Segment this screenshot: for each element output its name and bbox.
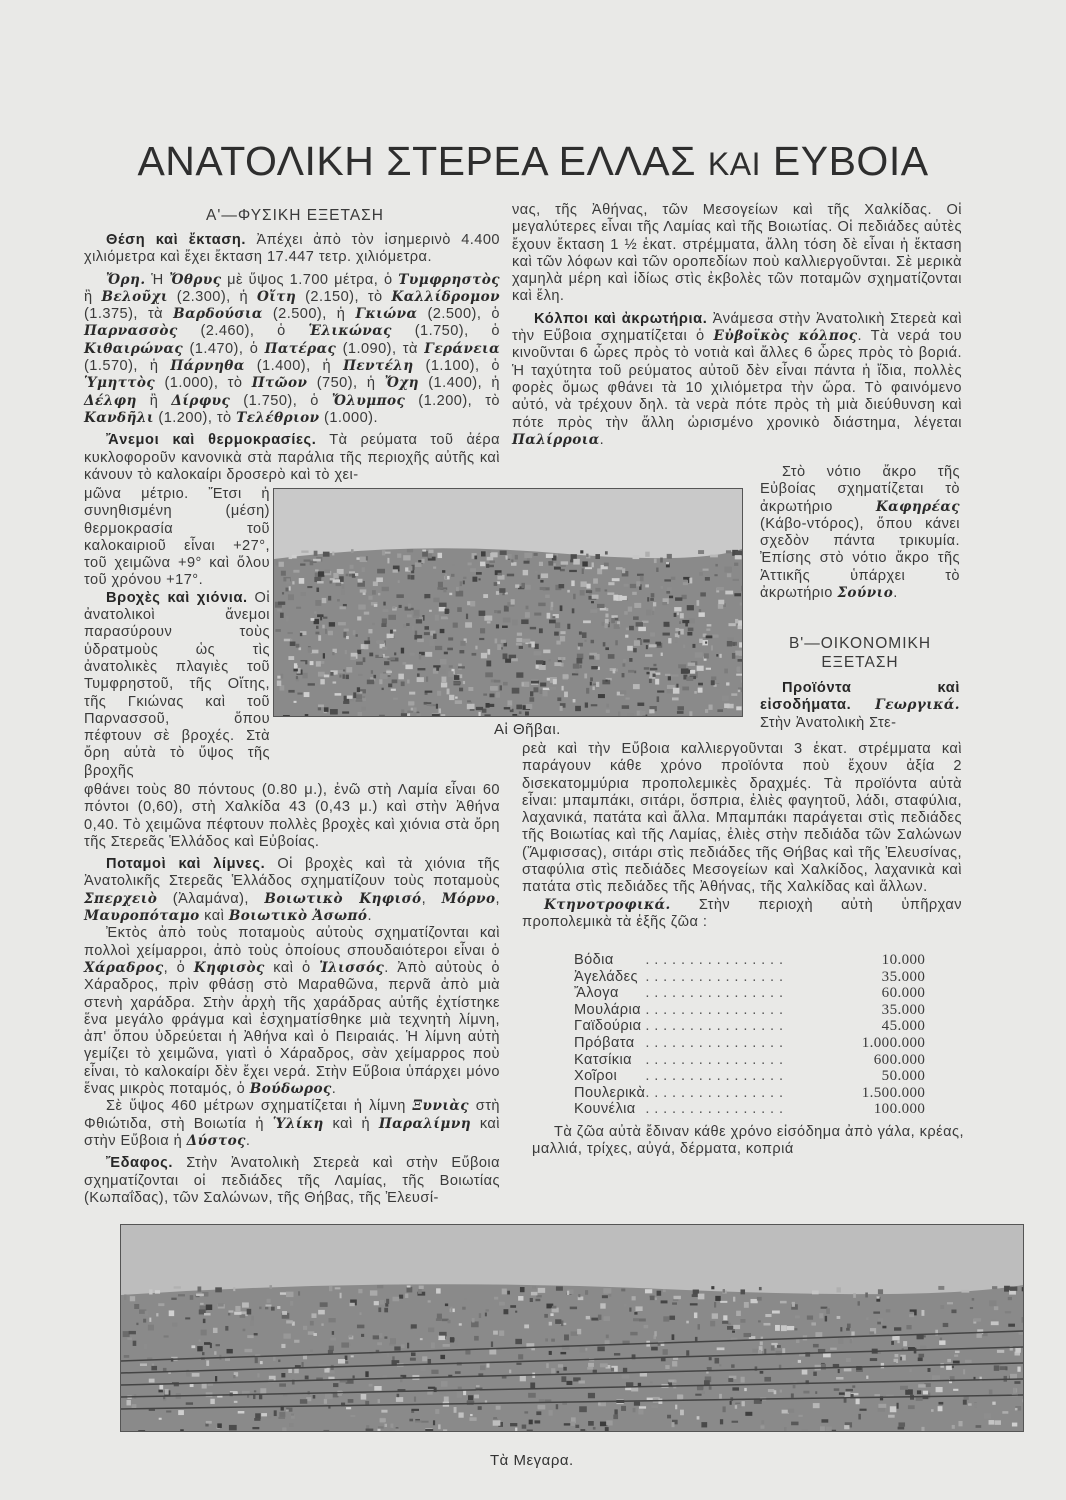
livestock-row	[574, 952, 925, 969]
leader-dots-cell	[645, 1101, 835, 1118]
text-run: (1.200), τὸ	[153, 409, 237, 426]
text-run: ἢ	[136, 392, 172, 409]
leader-dots-cell	[645, 985, 835, 1002]
animal-name: Ἀγελάδες	[574, 968, 638, 985]
animal-name: Κουνέλια	[574, 1101, 636, 1118]
paragraph	[84, 1155, 500, 1207]
paragraph	[84, 432, 500, 484]
emphasis-term: Βοιωτικὸ Ἀσωπό	[228, 908, 368, 925]
text-run: (Κάβο-ντόρος), ὅπου κάνει σχεδὸν πάντα τρικυμία. Ἐπίσης στὸ νότιο ἄκρο τῆς Ἀττικῆς ὑπάρχει τὸ ἀκρωτήριο	[760, 515, 960, 602]
emphasis-term: Παραλίμνη	[378, 1115, 472, 1132]
emphasis-term: Ὄθρυς	[169, 271, 222, 288]
emphasis-term: Βοιωτικὸ Κηφισό	[264, 890, 422, 907]
text-run: καὶ ὁ	[264, 959, 320, 976]
livestock-table-wrap	[574, 952, 964, 1118]
text-run: ἢ	[84, 288, 102, 305]
livestock-row	[574, 1085, 925, 1102]
text-run: . Τὰ νερά του κινοῦνται 6 ὧρες πρὸς τὸ νοτιὰ καὶ ἄλλες 6 ὧρες πρὸς τὸ βοριά. Ἡ ταχύτητα τοῦ ρεύματος αὐτοῦ δὲν εἶναι πάντα ἡ ἴδια, πολλὲς φορὲς ὅμως φθάνει τὰ 10 χιλιόμετρα τὴν ὥρα. Τὸ φαινόμενο αὐτό, νὰ τρέχουν δηλ. τὰ νερὰ πότε πρὸς τὴ μιὰ διεύθυνση καὶ πότε πρὸς τὴν ἄλλη ὡρισμένο χρονικὸ διάστημα, λέγεται	[512, 328, 963, 431]
animal-count: 50.000	[881, 1068, 926, 1085]
emphasis-term: Πατέρας	[264, 340, 337, 357]
text-run: (2.300), ἡ	[167, 288, 257, 305]
text-run: (2.150), τὸ	[296, 288, 392, 305]
text-run: φθάνει τοὺς 80 πόντους (0.80 μ.), ἐνῶ στὴ Λαμία εἶναι 60 πόντοι (0,60), στὴ Χαλκίδα 43 (0,43 μ.) καὶ στὴν Ἀθήνα 0,40. Τὸ χειμῶνα πέφτουν πολλὲς βροχὲς καὶ χιόνια στὰ ὄρη τῆς Στερεᾶς Ἑλλάδος καὶ Εὐβοίας.	[84, 782, 500, 850]
emphasis-term: Γκιώνα	[355, 306, 418, 323]
emphasis-term: Ἑλικώνας	[308, 323, 392, 340]
photo-thebes-image	[274, 489, 742, 716]
animal-name: Πρόβατα	[574, 1034, 635, 1051]
text-run: (1.470), ὁ	[183, 340, 265, 357]
animal-count: 10.000	[881, 952, 926, 968]
text-run: Στὸ νότιο ἄκρο τῆς Εὐβοίας σχηματίζεται τὸ ἀκρωτήριο	[760, 464, 960, 515]
emphasis-term: Ὑμηττὸς	[84, 375, 156, 392]
animal-name: Γαϊδούρια	[574, 1018, 642, 1035]
paragraph-heading: Βροχὲς καὶ χιόνια.	[106, 589, 248, 606]
text-run: νας, τῆς Ἀθήνας, τῶν Μεσογείων καὶ τῆς Χαλκίδας. Οἱ μεγαλύτερες εἶναι τῆς Λαμίας καὶ τῆς Βοιωτίας. Οἱ πεδιάδες αὐτὲς ἔχουν ἔκταση 1 ½ ἑκατ. στρέμματα, ἄλλη τόση δὲ εἶναι ἡ ἔκταση καὶ τῶν λόφων καὶ τῶν οροπεδίων ποὺ καλλιεργοῦνται. Σὲ μερικὰ χαμηλὰ μέρη καὶ ἰδίως στὶς ἐκβολὲς τῶν ποταμῶν σχηματίζονται καὶ ἕλη.	[512, 202, 962, 305]
paragraph-heading: Ποταμοὶ καὶ λίμνες.	[106, 856, 266, 873]
animal-count: 1.500.000	[861, 1084, 926, 1101]
text-run: (1.090), τὰ	[336, 340, 425, 357]
paragraph	[84, 925, 500, 1098]
emphasis-term: Βούδωρος	[249, 1081, 332, 1098]
text-run: .	[367, 908, 372, 925]
animal-name: Βόδια	[574, 952, 614, 968]
text-run: Ἀπέχει ἀπὸ τὸν ἰσημερινὸ 4.400 χιλιόμετρα καὶ ἔχει ἔκταση 17.447 τετρ. χιλιόμετρα.	[84, 232, 500, 266]
emphasis-term: Εὐβοϊκὸς κόλπος	[713, 328, 858, 345]
leader-dots-cell	[645, 1018, 835, 1035]
right-column-narrow	[760, 464, 960, 607]
text-run: ,	[495, 890, 500, 907]
emphasis-term: Πάρνηθα	[170, 358, 245, 375]
leader-dots: . . . . . . . . . . . . . . . .	[645, 1051, 784, 1068]
paragraph	[84, 232, 500, 267]
paragraph	[512, 311, 962, 449]
animal-count: 35.000	[881, 968, 926, 985]
text-run: μὲ ὕψος 1.700 μέτρα, ὁ	[221, 271, 399, 288]
section-heading-economic	[760, 634, 960, 672]
text-run: (1.400), ἡ	[418, 375, 500, 392]
text-run: (1.750), ὁ	[391, 323, 500, 340]
leader-dots: . . . . . . . . . . . . . . . .	[645, 1034, 784, 1051]
text-run: Οἱ ἀνατολικοὶ ἄνεμοι παρασύρουν τοὺς ὑδρατμοὺς ὡς τὶς ἀνατολικὲς πλαγιὲς τοῦ Τυμφρηστοῦ, τῆς Οἴτης, τῆς Γκιώνας καὶ τοῦ Παρνασσοῦ, ὅπου πέφτουν σὲ βροχές. Στὰ ὄρη αὐτὰ τὸ ὕψος τῆς βροχῆς	[84, 589, 271, 779]
left-column-top	[84, 232, 500, 484]
emphasis-term: Βελοῦχι	[101, 288, 168, 305]
text-run: (Ἀλαμάνα),	[157, 890, 265, 907]
emphasis-term: Τελέθριον	[236, 409, 320, 426]
right-column-top	[512, 202, 962, 454]
text-run: καὶ ἡ	[323, 1115, 379, 1132]
text-run: (1.400), ἡ	[244, 358, 344, 375]
paragraph-heading: Κόλποι καὶ ἀκρωτήρια.	[534, 310, 708, 327]
text-run: (1.000).	[319, 409, 378, 426]
text-run: (2.500), ὁ	[417, 306, 500, 323]
leader-dots: . . . . . . . . . . . . . . . .	[645, 985, 784, 1002]
emphasis-term: Καφηρέας	[875, 498, 960, 515]
emphasis-term: Ὄχη	[384, 375, 419, 392]
leader-dots: . . . . . . . . . . . . . . . .	[645, 1101, 784, 1118]
leader-dots-cell	[645, 1068, 835, 1085]
paragraph	[522, 741, 962, 897]
section-b-line1: Β'—ΟΙΚΟΝΟΜΙΚΗ	[788, 635, 932, 652]
text-run: Ἡ	[145, 271, 170, 288]
leader-dots-cell	[645, 952, 835, 969]
text-run: καὶ στὴν Εὔβοια ἡ	[84, 1115, 500, 1149]
livestock-row	[574, 985, 925, 1002]
leader-dots-cell	[645, 1052, 835, 1069]
emphasis-term: Δίρφυς	[171, 392, 231, 409]
text-run: . Ἀπὸ αὐτοὺς ὁ Χάραδρος, πρὶν φθάσῃ στὸ Μαραθῶνα, περνᾶ ἀπὸ μιὰ στενὴ χαράδρα. Στὴν ἀρχὴ τῆς χαράδρας αὐτῆς ἐχτίστηκε ἕνα μεγάλο φράγμα καὶ ἐσχηματίσθηκε μιὰ τεχνητὴ λίμνη, ἀπ' ὅπου ὑδρεύεται ἡ Ἀθήνα καὶ ὁ Πειραιάς. Ἡ λίμνη αὐτὴ γεμίζει τὸ χειμῶνα, γιατὶ ὁ Χάραδρος, σὰν χείμαρρος ποὺ εἶναι, τὸ καλοκαίρι δὲν ἔχει νερά. Στὴν Εὔβοια ὑπάρχει μόνο ἕνας μικρὸς ποταμός, ὁ	[84, 959, 500, 1098]
photo-megara-image	[121, 1225, 1023, 1431]
animal-count: 1.000.000	[861, 1034, 926, 1051]
text-run	[851, 697, 875, 713]
emphasis-term: Μόρνο	[441, 890, 496, 907]
leader-dots-cell	[645, 1002, 835, 1019]
leader-dots: . . . . . . . . . . . . . . . .	[645, 1018, 784, 1035]
emphasis-term: Κανδῆλι	[84, 409, 154, 426]
animal-name: Πουλερικὰ	[574, 1084, 646, 1101]
photo-caption-thebes: Αἱ Θῆβαι.	[494, 721, 561, 738]
emphasis-term: Μαυροπόταμο	[84, 908, 200, 925]
text-run: μῶνα μέτριο. Ἔτσι ἡ συνηθισμένη (μέση) θερμοκρασία τοῦ καλοκαιριοῦ εἶναι +27°, τοῦ χειμῶνα +9° καὶ ὅλου τοῦ χρόνου +17°.	[84, 486, 270, 589]
livestock-row	[574, 1018, 925, 1035]
paragraph	[84, 486, 270, 590]
emphasis-term: Ὑλίκη	[272, 1115, 324, 1132]
text-run: Τὰ ρεύματα τοῦ ἀέρα κυκλοφοροῦν κανονικὰ στὰ παράλια τῆς περιοχῆς αὐτῆς καὶ κάνουν τὸ καλοκαίρι δροσερὸ καὶ τὸ χει-	[84, 432, 500, 483]
emphasis-term: Οἴτη	[256, 288, 297, 305]
text-run: (1.375), τὰ	[84, 306, 174, 323]
paragraph	[532, 1124, 964, 1159]
text-run: , ὁ	[163, 959, 194, 976]
section-b-line2: ΕΞΕΤΑΣΗ	[821, 654, 899, 671]
emphasis-term: Δέλφη	[84, 392, 137, 409]
text-run: ρεὰ καὶ τὴν Εὔβοια καλλιεργοῦνται 3 ἑκατ. στρέμματα καὶ παράγουν κάθε χρόνο προϊόντα ποὺ ἔχουν ἀξία 2 δισεκατομμύρια προπολεμικὲς δραχμές. Τὰ προϊόντα αὐτὰ εἶναι: μπαμπάκι, σιτάρι, ὄσπρια, ἐλιὲς φαγητοῦ, λάδι, σταφύλια, λαχανικά, πατάτα καὶ ἄλλα. Μπαμπάκι παράγεται στὶς πεδιάδες τῆς Βοιωτίας καὶ τῆς Λαμίας, ἐλιὲς στὴν πεδιάδα τῶν Σαλώνων (Ἄμφισσας), σιτάρι στὶς πεδιάδες τῆς Θήβας καὶ τῆς Ἐλευσίνας, σταφύλια στὶς πεδιάδες Μεσογείων καὶ Χαλκίδος, λαχανικὰ καὶ πατάτα στὶς πεδιάδες τῆς Ἀθήνας, τῆς Χαλκίδας καὶ ἄλλων.	[522, 741, 962, 896]
animal-name: Ἄλογα	[574, 985, 619, 1002]
text-run: (750), ἡ	[307, 375, 385, 392]
emphasis-term: Σούνιο	[837, 585, 894, 602]
emphasis-term: Ξυνιὰς	[412, 1098, 469, 1115]
text-run: (2.460), ὁ	[177, 323, 309, 340]
emphasis-term: Κτηνοτροφικά.	[544, 896, 671, 913]
text-run: στὴ Φθιώτιδα, στὴ Βοιωτία ἡ	[84, 1098, 500, 1132]
leader-dots: . . . . . . . . . . . . . . . .	[645, 1084, 784, 1101]
text-run: (1.200), τὸ	[405, 392, 500, 409]
animal-count: 45.000	[881, 1018, 926, 1035]
left-column-bottom	[84, 782, 500, 1212]
emphasis-term: Σπερχειὸ	[84, 890, 158, 907]
emphasis-term: Δύστος	[186, 1132, 246, 1149]
paragraph-heading: Προϊόντα καὶ εἰσοδήματα.	[760, 680, 960, 714]
right-column-end	[532, 1124, 964, 1164]
text-run: (1.570), ἡ	[84, 358, 171, 375]
leader-dots: . . . . . . . . . . . . . . . .	[645, 1068, 784, 1085]
text-run: .	[245, 1132, 251, 1149]
emphasis-term: Πτῶον	[251, 375, 308, 392]
text-run: Ἐκτὸς ἀπὸ τοὺς ποταμοὺς αὐτοὺς σχηματίζονται καὶ πολλοὶ χείμαρροι, ἀπὸ τοὺς ὁποίους σπουδαιότεροι εἶναι ὁ	[84, 925, 500, 959]
leader-dots-cell	[645, 969, 835, 986]
paragraph	[512, 202, 962, 306]
paragraph	[84, 856, 500, 925]
text-run: Στὴν Ἀνατολικὴ Στερεὰ καὶ στὴν Εὔβοια σχηματίζονται οἱ πεδιάδες τῆς Λαμίας, τῆς Βοιωτίας (Κωπαΐδας), τῶν Σαλώνων, τῆς Θήβας, τῆς Ἐλευσί-	[84, 1155, 500, 1206]
emphasis-term: Χάραδρος	[84, 959, 164, 976]
animal-count: 100.000	[873, 1101, 926, 1118]
right-column-bottom	[522, 741, 962, 936]
paragraph	[84, 1098, 500, 1150]
emphasis-term: Παλίρροια	[512, 431, 600, 448]
emphasis-term: Βαρδούσια	[173, 306, 263, 323]
livestock-table	[574, 952, 925, 1118]
text-run: (1.000), τὸ	[155, 375, 252, 392]
text-run: ,	[421, 890, 442, 907]
text-run: (1.100), ὁ	[413, 358, 500, 375]
paragraph	[522, 897, 962, 932]
section-heading-physical: Α'—ΦΥΣΙΚΗ ΕΞΕΤΑΣΗ	[206, 207, 384, 224]
paragraph-heading: Ἄνεμοι καὶ θερμοκρασίες.	[106, 432, 317, 449]
leader-dots-cell	[645, 1085, 835, 1102]
animal-count: 60.000	[881, 985, 926, 1002]
right-column-narrow-2	[760, 680, 960, 732]
text-run: Στὴν Ἀνατολικὴ Στε-	[760, 714, 897, 731]
emphasis-term: Ἰλισσός	[319, 959, 385, 976]
text-run: Σὲ ὕψος 460 μέτρων σχηματίζεται ἡ λίμνη	[106, 1098, 413, 1115]
title-conj: ΚΑΙ	[707, 146, 761, 182]
emphasis-term: Γεράνεια	[424, 340, 500, 357]
paragraph	[84, 590, 270, 780]
paragraph	[84, 782, 500, 851]
leader-dots-cell	[645, 1035, 835, 1052]
photo-megara	[120, 1224, 1024, 1432]
livestock-row	[574, 1068, 925, 1085]
animal-name: Χοῖροι	[574, 1068, 618, 1085]
paragraph-heading: Θέση καὶ ἔκταση.	[106, 232, 247, 248]
title-tail: ΕΥΒΟΙΑ	[772, 138, 929, 184]
animal-name: Μουλάρια	[574, 1001, 641, 1018]
text-run: Τὰ ζῶα αὐτὰ ἔδιναν κάθε χρόνο εἰσόδημα ἀπὸ γάλα, κρέας, μαλλιά, τρίχες, αὐγά, δέρματα, κοπριά	[532, 1124, 964, 1158]
emphasis-term: Καλλίδρομον	[391, 288, 500, 305]
emphasis-term: Παρνασσὸς	[84, 323, 178, 340]
text-run: .	[893, 585, 898, 602]
livestock-row	[574, 1052, 925, 1069]
emphasis-term: Ὄλυμπος	[331, 392, 406, 409]
livestock-row	[574, 1101, 925, 1118]
emphasis-term: Γεωργικά.	[875, 697, 960, 714]
text-run: .	[331, 1081, 337, 1098]
animal-count: 600.000	[873, 1051, 926, 1068]
leader-dots: . . . . . . . . . . . . . . . .	[645, 968, 784, 985]
text-run: Στὴν περιοχὴ αὐτὴ ὑπῆρχαν προπολεμικὰ τὰ ἑξῆς ζῶα :	[522, 896, 962, 930]
photo-caption-megara: Τὰ Μεγαρα.	[490, 1452, 574, 1469]
emphasis-term: Πεντέλη	[343, 358, 414, 375]
title-main: ΑΝΑΤΟΛΙΚΗ ΣΤΕΡΕΑ ΕΛΛΑΣ	[137, 138, 696, 184]
emphasis-term: Κιθαιρώνας	[84, 340, 184, 357]
photo-thebes	[273, 488, 743, 717]
text-run: (2.500), ἡ	[262, 306, 356, 323]
emphasis-term: Κηφισὸς	[193, 959, 265, 976]
text-run: Ἀνάμεσα στὴν Ἀνατολικὴ Στερεὰ καὶ τὴν Εὔβοια σχηματίζεται ὁ	[512, 310, 962, 345]
page-title	[0, 138, 1066, 185]
emphasis-term: Τυμφρηστὸς	[398, 271, 500, 288]
animal-count: 35.000	[881, 1001, 926, 1018]
text-run: .	[599, 431, 605, 448]
paragraph	[84, 272, 500, 428]
paragraph-heading: Ἔδαφος.	[106, 1155, 174, 1172]
livestock-row	[574, 969, 925, 986]
text-run: καὶ	[199, 908, 229, 925]
left-column-narrow	[84, 486, 270, 780]
emphasis-term: Ὄρη.	[106, 271, 146, 288]
leader-dots: . . . . . . . . . . . . . . . .	[645, 952, 784, 968]
text-run: Οἱ βροχὲς καὶ τὰ χιόνια τῆς Ἀνατολικῆς Στερεᾶς Ἑλλάδος σχηματίζουν τοὺς ποταμοὺς	[84, 856, 500, 890]
paragraph	[760, 680, 960, 732]
animal-name: Κατσίκια	[574, 1051, 632, 1068]
text-run: (1.750), ὁ	[230, 392, 332, 409]
leader-dots: . . . . . . . . . . . . . . . .	[645, 1001, 784, 1018]
livestock-row	[574, 1035, 925, 1052]
paragraph	[760, 464, 960, 602]
livestock-row	[574, 1002, 925, 1019]
